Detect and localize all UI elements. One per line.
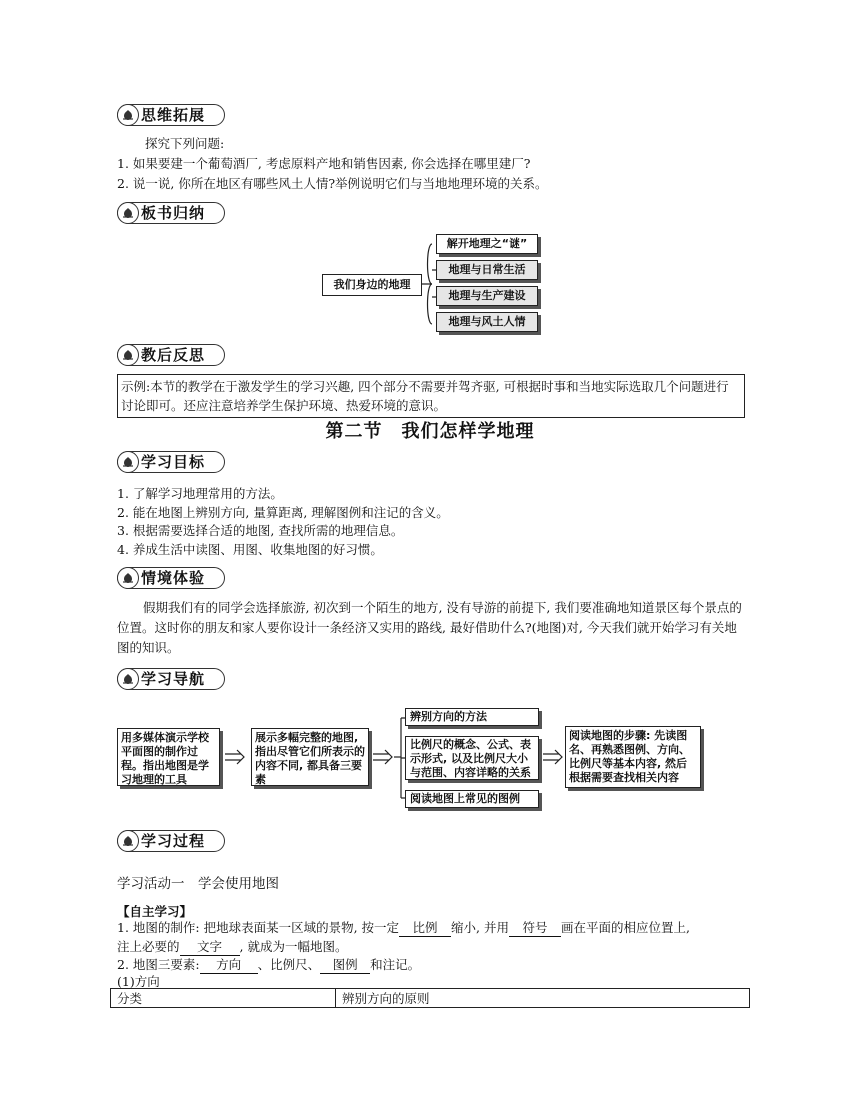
section-header-daohang [117,668,225,690]
flow-box-1: 用多媒体演示学校平面图的制作过程。指出地图是学习地理的工具 [117,728,220,786]
activity-line-1 [117,918,690,937]
goal-item: 1. 了解学习地理常用的方法。 [117,486,283,501]
siwei-question-1: 1. 如果要建一个葡萄酒厂, 考虑原料产地和销售因素, 你会选择在哪里建厂? [117,156,531,171]
book-icon [117,567,139,589]
text-segment: 画在平面的相应位置上, [561,920,690,935]
text-segment: 1. 地图的制作: 把地球表面某一区域的景物, 按一定 [117,920,400,935]
section-title: 思维拓展 [141,106,206,124]
activity-heading: 学习活动一 学会使用地图 [117,876,279,892]
text-segment: 、比例尺、 [257,957,321,972]
book-icon [117,451,139,473]
activity-line-2 [117,937,347,956]
text-segment: 和注记。 [370,957,421,972]
mindmap [318,230,548,334]
flow-branch-2: 比例尺的概念、公式、表示形式, 以及比例尺大小与范围、内容详略的关系 [405,736,539,780]
flow-branch-1: 辨别方向的方法 [405,708,539,726]
mindmap-branch-3: 地理与生产建设 [436,286,538,306]
flow-box-2: 展示多幅完整的地图, 指出尽管它们所表示的内容不同, 都具备三要素 [251,728,369,786]
direction-subheading: (1)方向 [117,974,160,989]
goal-item: 4. 养成生活中读图、用图、收集地图的好习惯。 [117,542,383,557]
table-header-cell: 辨别方向的原则 [336,989,750,1008]
siwei-intro: 探究下列问题: [145,136,225,151]
text-segment: 2. 地图三要素: [117,957,200,972]
section-title: 学习导航 [141,670,206,688]
answer-blank-1: 比例 [399,918,451,937]
book-icon [117,202,139,224]
chapter-title: 第二节 我们怎样学地理 [325,421,535,442]
flowchart [117,706,757,816]
mindmap-branch-4: 地理与风土人情 [436,312,538,332]
section-header-qingjing [117,567,225,589]
goal-item: 2. 能在地图上辨别方向, 量算距离, 理解图例和注记的含义。 [117,505,449,520]
scenario-text: 假期我们有的同学会选择旅游, 初次到一个陌生的地方, 没有导游的前提下, 我们要准确地知道景区每个景点的位置。这时你的朋友和家人要你设计一条经济又实用的路线, 最好借助什么?(地图)对, 今天我们就开始学习有关地图的知识。 [117,600,742,655]
siwei-question-2: 2. 说一说, 你所在地区有哪些风土人情?举例说明它们与当地地理环境的关系。 [117,176,548,191]
section-header-mubiao [117,451,225,473]
direction-table [110,988,750,1008]
section-header-banshu [117,202,225,224]
section-header-siwei [117,104,225,126]
answer-blank-4: 方向 [200,955,258,974]
book-icon [117,344,139,366]
answer-blank-3: 文字 [180,937,240,956]
flow-box-4: 阅读地图的步骤: 先读图名、再熟悉图例、方向、比例尺等基本内容, 然后根据需要查找相关内容 [565,726,701,788]
mindmap-branch-1: 解开地理之“谜” [436,234,538,254]
section-title: 情境体验 [141,569,206,587]
section-title: 学习过程 [141,832,206,850]
section-header-jiaohou [117,344,225,366]
self-study-label: 【自主学习】 [117,904,193,919]
book-icon [117,668,139,690]
table-header-cell: 分类 [111,989,336,1008]
mindmap-root: 我们身边的地理 [322,274,422,296]
text-segment: 注上必要的 [117,939,180,954]
book-icon [117,830,139,852]
reflection-box: 示例:本节的教学在于激发学生的学习兴趣, 四个部分不需要并驾齐驱, 可根据时事和当地实际选取几个问题进行讨论即可。还应注意培养学生保护环境、热爱环境的意识。 [117,374,745,418]
answer-blank-5: 图例 [320,955,370,974]
text-segment: , 就成为一幅地图。 [239,939,348,954]
section-title: 学习目标 [141,453,206,471]
answer-blank-2: 符号 [509,918,561,937]
activity-line-3 [117,955,420,974]
table-header-row [111,989,750,1008]
book-icon [117,104,139,126]
text-segment: 缩小, 并用 [451,920,509,935]
flow-branch-3: 阅读地图上常见的图例 [405,790,539,808]
section-title: 教后反思 [141,346,206,364]
section-header-guocheng [117,830,225,852]
section-title: 板书归纳 [141,204,206,222]
goal-item: 3. 根据需要选择合适的地图, 查找所需的地理信息。 [117,523,404,538]
mindmap-branch-2: 地理与日常生活 [436,260,538,280]
